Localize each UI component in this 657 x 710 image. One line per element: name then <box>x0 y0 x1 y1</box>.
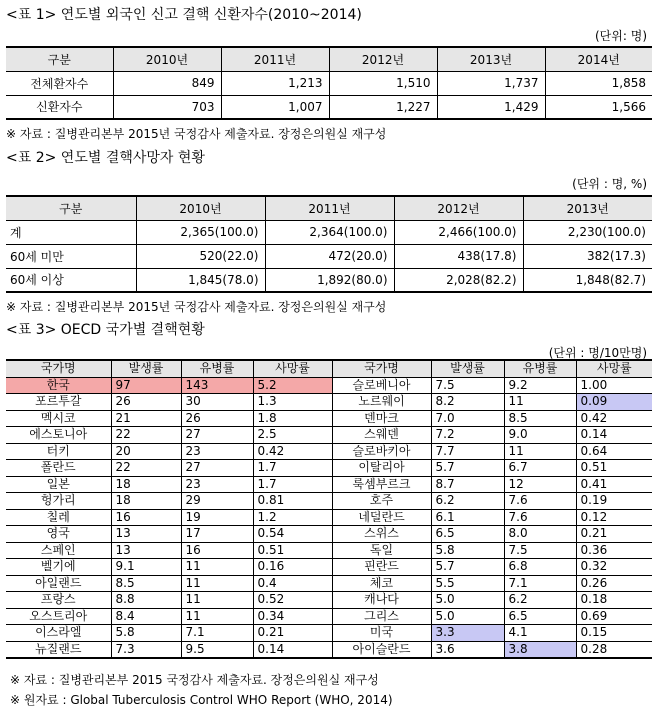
table1-cell: 1,007 <box>221 95 329 119</box>
table1-cell: 1,429 <box>437 95 545 119</box>
table-row <box>6 268 652 292</box>
table3-cell: 프랑스 <box>6 592 111 609</box>
table3-header: 사망률 <box>253 360 332 377</box>
table3-cell: 체코 <box>332 575 431 592</box>
table3-cell: 6.5 <box>504 608 576 625</box>
table3-cell: 핀란드 <box>332 559 431 576</box>
table3-cell: 아일랜드 <box>6 575 111 592</box>
table3-cell: 23 <box>181 476 253 493</box>
table3-cell: 5.8 <box>111 625 181 642</box>
table3-header: 유병률 <box>181 360 253 377</box>
table3-cell: 0.12 <box>576 509 652 526</box>
table3-cell: 0.4 <box>253 575 332 592</box>
table3-cell: 1.2 <box>253 509 332 526</box>
table3-cell: 스위스 <box>332 526 431 543</box>
table3-cell: 일본 <box>6 476 111 493</box>
table3-cell: 8.8 <box>111 592 181 609</box>
table3-cell: 미국 <box>332 625 431 642</box>
table3-cell: 캐나다 <box>332 592 431 609</box>
table-row <box>6 526 652 543</box>
table3-cell: 18 <box>111 476 181 493</box>
table3-cell: 1.3 <box>253 394 332 411</box>
table3-cell: 8.5 <box>111 575 181 592</box>
table3-cell: 멕시코 <box>6 410 111 427</box>
table3-cell: 뉴질랜드 <box>6 641 111 658</box>
table2-cell: 1,845(78.0) <box>136 268 265 292</box>
table3-cell: 13 <box>111 526 181 543</box>
table1-cell: 1,510 <box>329 71 437 95</box>
table3-header-row <box>6 360 652 377</box>
table3-unit: (단위 : 명/10만명) <box>548 346 647 360</box>
table3-cell: 0.21 <box>576 526 652 543</box>
table-row <box>6 95 652 119</box>
table2-cell: 382(17.3) <box>523 244 652 268</box>
table3-header: 국가명 <box>332 360 431 377</box>
table-row <box>6 443 652 460</box>
table2-title: <표 2> 연도별 결핵사망자 현황 <box>6 150 205 166</box>
table1-header: 2010년 <box>113 47 221 71</box>
table3-cell: 0.54 <box>253 526 332 543</box>
table3-cell: 23 <box>181 443 253 460</box>
table3-cell: 29 <box>181 493 253 510</box>
table-row <box>6 244 652 268</box>
table1 <box>6 46 652 120</box>
table3-cell: 네덜란드 <box>332 509 431 526</box>
table3-cell: 노르웨이 <box>332 394 431 411</box>
table3-cell: 26 <box>111 394 181 411</box>
table3-cell: 26 <box>181 410 253 427</box>
table1-cell: 1,213 <box>221 71 329 95</box>
table3-cell: 11 <box>181 575 253 592</box>
table3-cell: 7.6 <box>504 493 576 510</box>
table3-cell: 3.6 <box>431 641 504 658</box>
table3-cell: 3.8 <box>504 641 576 658</box>
table3-cell: 6.5 <box>431 526 504 543</box>
table-row <box>6 625 652 642</box>
table-row <box>6 575 652 592</box>
table3-cell: 스웨덴 <box>332 427 431 444</box>
table3-cell: 27 <box>181 427 253 444</box>
table2-cell: 472(20.0) <box>265 244 394 268</box>
table3-cell: 폴란드 <box>6 460 111 477</box>
table3-cell: 16 <box>181 542 253 559</box>
table3-cell: 19 <box>181 509 253 526</box>
table3-cell: 1.7 <box>253 460 332 477</box>
table2-cell: 2,230(100.0) <box>523 220 652 244</box>
table3-cell: 덴마크 <box>332 410 431 427</box>
table3-cell: 11 <box>504 443 576 460</box>
table3-cell: 21 <box>111 410 181 427</box>
table2-header: 구분 <box>6 196 136 220</box>
table3-cell: 0.09 <box>576 394 652 411</box>
table2-header: 2010년 <box>136 196 265 220</box>
table3-cell: 0.34 <box>253 608 332 625</box>
table1-header: 2014년 <box>545 47 652 71</box>
table3-cell: 스페인 <box>6 542 111 559</box>
table2-header: 2011년 <box>265 196 394 220</box>
table3-cell: 6.2 <box>504 592 576 609</box>
table3-cell: 11 <box>181 559 253 576</box>
table3-cell: 6.7 <box>504 460 576 477</box>
table1-cell: 전체환자수 <box>6 71 113 95</box>
table3-cell: 9.2 <box>504 377 576 394</box>
table-row <box>6 377 652 394</box>
table3-cell: 7.0 <box>431 410 504 427</box>
table3-cell: 2.5 <box>253 427 332 444</box>
table3-cell: 포르투갈 <box>6 394 111 411</box>
table3-header: 발생률 <box>431 360 504 377</box>
table3-cell: 룩셈부르크 <box>332 476 431 493</box>
table3-cell: 4.1 <box>504 625 576 642</box>
table3-cell: 0.18 <box>576 592 652 609</box>
table-row <box>6 410 652 427</box>
table3-cell: 0.81 <box>253 493 332 510</box>
table3-cell: 7.1 <box>504 575 576 592</box>
table3-cell: 6.8 <box>504 559 576 576</box>
table3-cell: 8.2 <box>431 394 504 411</box>
table1-cell: 신환자수 <box>6 95 113 119</box>
table3-cell: 0.19 <box>576 493 652 510</box>
table3-cell: 17 <box>181 526 253 543</box>
table3-cell: 9.1 <box>111 559 181 576</box>
table3-cell: 그리스 <box>332 608 431 625</box>
table3-cell: 20 <box>111 443 181 460</box>
table3-cell: 6.1 <box>431 509 504 526</box>
table3-cell: 영국 <box>6 526 111 543</box>
table-row <box>6 476 652 493</box>
table2-header: 2012년 <box>394 196 523 220</box>
table3-cell: 18 <box>111 493 181 510</box>
table3-cell: 슬로바키아 <box>332 443 431 460</box>
table3-cell: 143 <box>181 377 253 394</box>
table-row <box>6 427 652 444</box>
table1-cell: 849 <box>113 71 221 95</box>
table2-cell: 2,466(100.0) <box>394 220 523 244</box>
table1-header: 2012년 <box>329 47 437 71</box>
table-row <box>6 542 652 559</box>
table3-cell: 0.69 <box>576 608 652 625</box>
table3-cell: 터키 <box>6 443 111 460</box>
table3-cell: 5.7 <box>431 460 504 477</box>
table2-cell: 60세 미만 <box>6 244 136 268</box>
table3-cell: 8.4 <box>111 608 181 625</box>
table3-cell: 7.6 <box>504 509 576 526</box>
table-row <box>6 394 652 411</box>
table3-cell: 호주 <box>332 493 431 510</box>
table3-cell: 5.0 <box>431 592 504 609</box>
table3-header: 발생률 <box>111 360 181 377</box>
table3-cell: 13 <box>111 542 181 559</box>
table3-cell: 7.3 <box>111 641 181 658</box>
table2-cell: 2,364(100.0) <box>265 220 394 244</box>
table3-cell: 1.8 <box>253 410 332 427</box>
table-row <box>6 509 652 526</box>
table3-cell: 9.5 <box>181 641 253 658</box>
table3-cell: 한국 <box>6 377 111 394</box>
table3-cell: 0.51 <box>576 460 652 477</box>
table1-header: 구분 <box>6 47 113 71</box>
table3-cell: 5.2 <box>253 377 332 394</box>
table3-cell: 6.2 <box>431 493 504 510</box>
table1-header-row <box>6 47 652 71</box>
table3-cell: 0.28 <box>576 641 652 658</box>
table-row <box>6 220 652 244</box>
table3-cell: 1.00 <box>576 377 652 394</box>
table1-cell: 1,858 <box>545 71 652 95</box>
table3-cell: 헝가리 <box>6 493 111 510</box>
table-row <box>6 641 652 658</box>
table3-cell: 0.32 <box>576 559 652 576</box>
table3-cell: 5.7 <box>431 559 504 576</box>
table-row <box>6 559 652 576</box>
table3-cell: 11 <box>181 608 253 625</box>
table-row <box>6 71 652 95</box>
table-row <box>6 460 652 477</box>
table3 <box>6 359 652 659</box>
table3-cell: 8.0 <box>504 526 576 543</box>
table3-cell: 8.5 <box>504 410 576 427</box>
table3-cell: 이스라엘 <box>6 625 111 642</box>
table3-cell: 0.14 <box>253 641 332 658</box>
table3-cell: 27 <box>181 460 253 477</box>
table1-cell: 1,566 <box>545 95 652 119</box>
table3-cell: 슬로베니아 <box>332 377 431 394</box>
table3-cell: 22 <box>111 460 181 477</box>
table-row <box>6 493 652 510</box>
table3-cell: 9.0 <box>504 427 576 444</box>
table3-cell: 12 <box>504 476 576 493</box>
table3-cell: 0.26 <box>576 575 652 592</box>
table3-cell: 오스트리아 <box>6 608 111 625</box>
table2-unit: (단위 : 명, %) <box>572 177 647 191</box>
table3-cell: 에스토니아 <box>6 427 111 444</box>
table3-cell: 0.36 <box>576 542 652 559</box>
table-row <box>6 608 652 625</box>
table1-cell: 1,737 <box>437 71 545 95</box>
table3-header: 유병률 <box>504 360 576 377</box>
table3-cell: 11 <box>504 394 576 411</box>
table3-cell: 아이슬란드 <box>332 641 431 658</box>
table2-cell: 2,365(100.0) <box>136 220 265 244</box>
table3-header: 사망률 <box>576 360 652 377</box>
table3-cell: 7.5 <box>504 542 576 559</box>
table1-title: <표 1> 연도별 외국인 신고 결핵 신환자수(2010~2014) <box>6 7 362 23</box>
table3-cell: 0.64 <box>576 443 652 460</box>
table3-cell: 5.8 <box>431 542 504 559</box>
table3-cell: 7.1 <box>181 625 253 642</box>
table1-note: ※ 자료 : 질병관리본부 2015년 국정감사 제출자료. 장정은의원실 재구성 <box>6 127 387 141</box>
table2-header: 2013년 <box>523 196 652 220</box>
table3-cell: 벨기에 <box>6 559 111 576</box>
table2-cell: 1,892(80.0) <box>265 268 394 292</box>
table3-note-original-source: ※ 원자료 : Global Tuberculosis Control WHO Report (WHO, 2014) <box>10 693 393 707</box>
table2-cell: 438(17.8) <box>394 244 523 268</box>
table1-cell: 1,227 <box>329 95 437 119</box>
table3-cell: 0.14 <box>576 427 652 444</box>
table3-cell: 7.7 <box>431 443 504 460</box>
table3-cell: 11 <box>181 592 253 609</box>
table1-header: 2011년 <box>221 47 329 71</box>
table3-cell: 22 <box>111 427 181 444</box>
table3-cell: 16 <box>111 509 181 526</box>
table-row <box>6 592 652 609</box>
table1-unit: (단위: 명) <box>595 29 647 43</box>
table3-cell: 독일 <box>332 542 431 559</box>
table3-cell: 0.15 <box>576 625 652 642</box>
table3-cell: 5.0 <box>431 608 504 625</box>
table3-cell: 8.7 <box>431 476 504 493</box>
table2-cell: 520(22.0) <box>136 244 265 268</box>
table3-cell: 칠레 <box>6 509 111 526</box>
table3-cell: 0.42 <box>253 443 332 460</box>
table3-cell: 0.42 <box>576 410 652 427</box>
table2-note: ※ 자료 : 질병관리본부 2015년 국정감사 제출자료. 장정은의원실 재구성 <box>6 300 387 314</box>
table1-cell: 703 <box>113 95 221 119</box>
table3-cell: 97 <box>111 377 181 394</box>
table3-cell: 3.3 <box>431 625 504 642</box>
table3-cell: 5.5 <box>431 575 504 592</box>
table3-cell: 0.16 <box>253 559 332 576</box>
table2 <box>6 195 652 293</box>
table2-cell: 60세 이상 <box>6 268 136 292</box>
table2-cell: 계 <box>6 220 136 244</box>
table3-cell: 30 <box>181 394 253 411</box>
table3-cell: 0.52 <box>253 592 332 609</box>
table2-cell: 1,848(82.7) <box>523 268 652 292</box>
table3-cell: 7.2 <box>431 427 504 444</box>
table2-header-row <box>6 196 652 220</box>
table3-note-source: ※ 자료 : 질병관리본부 2015 국정감사 제출자료. 장정은의원실 재구성 <box>10 673 379 687</box>
table3-header: 국가명 <box>6 360 111 377</box>
table3-title: <표 3> OECD 국가별 결핵현황 <box>6 322 205 338</box>
table3-cell: 1.7 <box>253 476 332 493</box>
table3-cell: 0.41 <box>576 476 652 493</box>
table3-cell: 0.51 <box>253 542 332 559</box>
table3-cell: 7.5 <box>431 377 504 394</box>
table3-cell: 0.21 <box>253 625 332 642</box>
table3-cell: 이탈리아 <box>332 460 431 477</box>
table1-header: 2013년 <box>437 47 545 71</box>
table2-cell: 2,028(82.2) <box>394 268 523 292</box>
